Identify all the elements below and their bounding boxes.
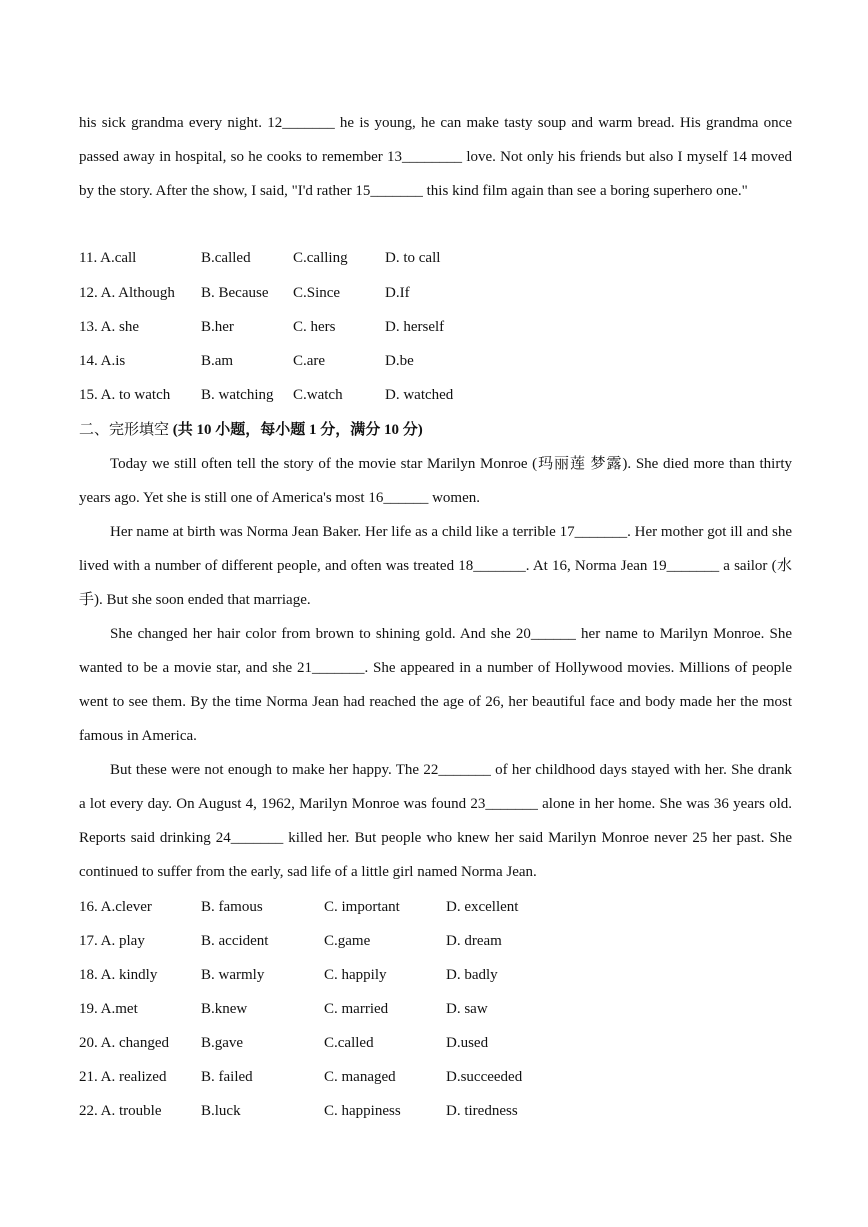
option-d: D. tiredness <box>446 1103 518 1119</box>
option-c: C. happily <box>324 967 387 983</box>
passage-2-paragraph: Her name at birth was Norma Jean Baker. Her life as a child like a terrible 17_______. Her mother got ill and she lived with a number of different people, and often was treated 18_______. At 16, Norma Jean 19_______ a sailor (水手). But she soon ended that marriage. <box>79 524 792 608</box>
option-a: 20. A. changed <box>79 1035 169 1051</box>
option-c: C. managed <box>324 1069 396 1085</box>
option-b: B. Because <box>201 285 269 301</box>
option-a: 17. A. play <box>79 933 145 949</box>
option-d: D. herself <box>385 319 445 335</box>
option-b: B. warmly <box>201 967 265 983</box>
option-c: C.calling <box>293 250 348 266</box>
option-a: 16. A.clever <box>79 899 152 915</box>
option-a: 19. A.met <box>79 1001 138 1017</box>
option-d: D. badly <box>446 967 498 983</box>
option-c: C.Since <box>293 285 341 301</box>
option-d: D.If <box>385 285 410 301</box>
option-d: D. watched <box>385 387 454 403</box>
option-c: C.watch <box>293 387 343 403</box>
option-a: 14. A.is <box>79 353 126 369</box>
option-c: C. important <box>324 899 400 915</box>
option-b: B. watching <box>201 387 274 403</box>
option-c: C. happiness <box>324 1103 401 1119</box>
option-c: C.called <box>324 1035 374 1051</box>
option-d: D.be <box>385 353 414 369</box>
option-d: D. saw <box>446 1001 488 1017</box>
option-d: D. to call <box>385 250 441 266</box>
option-c: C.are <box>293 353 326 369</box>
passage-2-paragraph: Today we still often tell the story of the movie star Marilyn Monroe (玛丽莲 梦露). She died more than thirty years ago. Yet she is still one of America's most 16______ women. <box>79 456 792 506</box>
passage-2-paragraph: She changed her hair color from brown to shining gold. And she 20______ her name to Marilyn Monroe. She wanted to be a movie star, and she 21_______. She appeared in a number of Hollywood movies. Millions of people went to see them. By the time Norma Jean had reached the age of 26, her beautiful face and body made her the most famous in America. <box>79 626 792 744</box>
option-a: 15. A. to watch <box>79 387 171 403</box>
option-a: 21. A. realized <box>79 1069 167 1085</box>
option-c: C. married <box>324 1001 389 1017</box>
option-c: C.game <box>324 933 371 949</box>
option-b: B.her <box>201 319 234 335</box>
passage-1-ending: his sick grandma every night. 12_______ he is young, he can make tasty soup and warm bread. His grandma once passed away in hospital, so he cooks to remember 13________ love. Not only his friends but also I myself 14 moved by the story. After the show, I said, "I'd rather 15_______ this kind film again than see a boring superhero one." <box>79 115 792 199</box>
option-a: 18. A. kindly <box>79 967 158 983</box>
option-d: D. dream <box>446 933 502 949</box>
option-d: D.used <box>446 1035 489 1051</box>
option-d: D.succeeded <box>446 1069 523 1085</box>
section-title: 二、完形填空 <box>79 420 170 438</box>
option-a: 22. A. trouble <box>79 1103 162 1119</box>
option-a: 13. A. she <box>79 319 139 335</box>
option-c: C. hers <box>293 319 336 335</box>
option-b: B.am <box>201 353 234 369</box>
section-heading <box>79 412 423 447</box>
option-a: 12. A. Although <box>79 285 175 301</box>
option-b: B. accident <box>201 933 269 949</box>
option-b: B.luck <box>201 1103 241 1119</box>
passage-2-paragraph: But these were not enough to make her happy. The 22_______ of her childhood days stayed with her. She drank a lot every day. On August 4, 1962, Marilyn Monroe was found 23_______ alone in her home. She was 36 years old. Reports said drinking 24_______ killed her. But people who knew her said Marilyn Monroe never 25 her past. She continued to suffer from the early, sad life of a little girl named Norma Jean. <box>79 762 792 880</box>
option-b: B.knew <box>201 1001 248 1017</box>
option-a: 11. A.call <box>79 250 137 266</box>
option-b: B. failed <box>201 1069 253 1085</box>
option-b: B.called <box>201 250 251 266</box>
option-b: B. famous <box>201 899 263 915</box>
option-b: B.gave <box>201 1035 244 1051</box>
option-d: D. excellent <box>446 899 519 915</box>
section-detail: (共 10 小题，每小题 1 分，满分 10 分) <box>172 422 423 438</box>
